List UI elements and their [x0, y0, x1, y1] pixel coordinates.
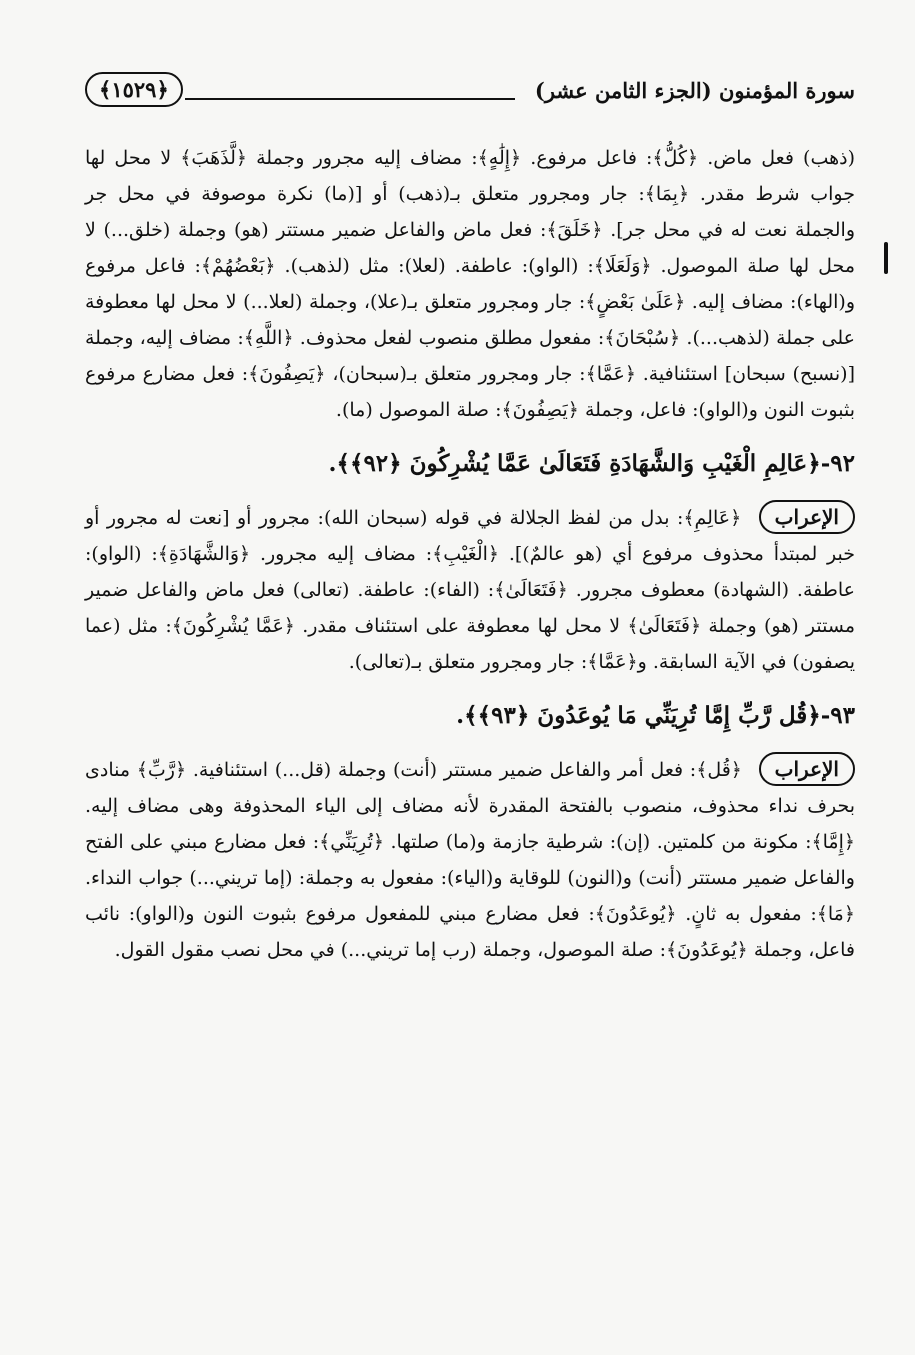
page-header — [85, 72, 855, 124]
header-divider — [185, 98, 515, 100]
verse-92: ٩٢-﴿عَالِمِ الْغَيْبِ وَالشَّهَادَةِ فَتَعَالَىٰ عَمَّا يُشْرِكُونَ ﴿٩٢﴾﴾. — [328, 450, 855, 477]
surah-title: سورة المؤمنون (الجزء الثامن عشر) — [534, 78, 855, 103]
irab-text-92: ﴿عَالِمِ﴾: بدل من لفظ الجلالة في قوله (سبحان الله): مجرور أو [نعت له مجرور أو خبر لمبتدأ محذوف مرفوع أي (هو عالمٌ)]. ﴿الْغَيْبِ﴾: مضاف إليه مجرور. ﴿وَالشَّهَادَةِ﴾: (الواو): عاطفة. (الشهادة) معطوف مجرور. ﴿فَتَعَالَىٰ﴾: (الفاء): عاطفة. (تعالى) فعل ماض والفاعل ضمير مستتر (هو) وجملة ﴿فَتَعَالَىٰ﴾ لا محل لها معطوفة على استئناف مقدر. ﴿عَمَّا يُشْرِكُونَ﴾: مثل (عما يصفون) في الآية السابقة. و﴿عَمَّا﴾: جار ومجرور متعلق بـ(تعالى). — [85, 507, 855, 673]
verse-93: ٩٣-﴿قُل رَّبِّ إِمَّا تُرِيَنِّي مَا يُوعَدُونَ ﴿٩٣﴾﴾. — [456, 702, 855, 729]
margin-mark — [884, 242, 888, 274]
irab-section-92 — [85, 500, 855, 680]
irab-section-93 — [85, 752, 855, 968]
irab-badge: الإعراب — [759, 752, 855, 786]
page-number: ﴿١٥٢٩﴾ — [85, 72, 183, 107]
paragraph-commentary: (ذهب) فعل ماض. ﴿كُلُّ﴾: فاعل مرفوع. ﴿إِلَٰهٍ﴾: مضاف إليه مجرور وجملة ﴿لَّذَهَبَ﴾ لا محل لها جواب شرط مقدر. ﴿بِمَا﴾: جار ومجرور متعلق بـ(ذهب) أو [(ما) نكرة موصوفة في محل جر والجملة نعت له في محل جر]. ﴿خَلَقَ﴾: فعل ماض والفاعل ضمير مستتر (هو) وجملة (خلق...) لا محل لها صلة الموصول. ﴿وَلَعَلَا﴾: (الواو): عاطفة. (لعلا): مثل (لذهب). ﴿بَعْضُهُمْ﴾: فاعل مرفوع و(الهاء): مضاف إليه. ﴿عَلَىٰ بَعْضٍ﴾: جار ومجرور متعلق بـ(علا)، وجملة (لعلا...) لا محل لها معطوفة على جملة (لذهب...). ﴿سُبْحَانَ﴾: مفعول مطلق منصوب لفعل محذوف. ﴿اللَّهِ﴾: مضاف إليه، وجملة [(نسبح) سبحان] استئنافية. ﴿عَمَّا﴾: جار ومجرور متعلق بـ(سبحان)، ﴿يَصِفُونَ﴾: فعل مضارع مرفوع بثبوت النون و(الواو): فاعل، وجملة ﴿يَصِفُونَ﴾: صلة الموصول (ما). — [85, 147, 855, 421]
irab-badge: الإعراب — [759, 500, 855, 534]
irab-text-93: ﴿قُل﴾: فعل أمر والفاعل ضمير مستتر (أنت) وجملة (قل...) استئنافية. ﴿رَّبِّ﴾ منادى بحرف نداء محذوف، منصوب بالفتحة المقدرة لأنه مضاف إلى الياء المحذوفة وهى مضاف إليه. ﴿إِمَّا﴾: مكونة من كلمتين. (إن): شرطية جازمة و(ما) صلتها. ﴿تُرِيَنِّي﴾: فعل مضارع مبني على الفتح والفاعل ضمير مستتر (أنت) و(النون) للوقاية و(الياء): مفعول به وجملة: (إما تريني...) جواب النداء. ﴿مَا﴾: مفعول به ثانٍ. ﴿يُوعَدُونَ﴾: فعل مضارع مبني للمفعول مرفوع بثبوت النون و(الواو): نائب فاعل، وجملة ﴿يُوعَدُونَ﴾: صلة الموصول، وجملة (رب إما تريني...) في محل نصب مقول القول. — [85, 759, 855, 961]
page-body — [85, 140, 855, 974]
